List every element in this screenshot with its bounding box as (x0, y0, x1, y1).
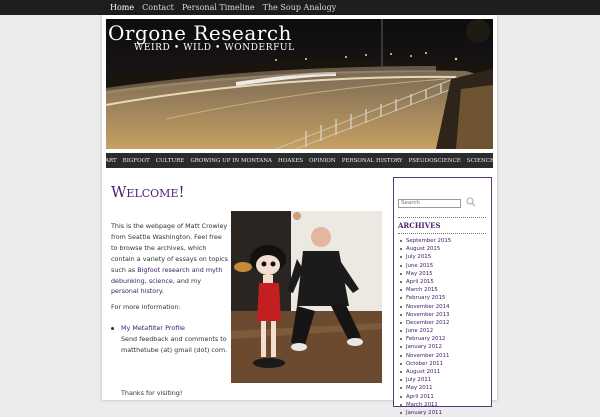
link-bigfoot-research[interactable]: Bigfoot research and myth debunking (111, 265, 223, 285)
archive-link[interactable]: November 2013 (398, 311, 486, 319)
archive-link[interactable]: April 2015 (398, 278, 486, 286)
category-personal-history[interactable]: PERSONAL HISTORY (341, 157, 403, 164)
header-banner[interactable] (106, 19, 493, 149)
archive-link[interactable]: July 2015 (398, 253, 486, 261)
archive-link[interactable]: August 2011 (398, 368, 486, 376)
archive-link[interactable]: July 2011 (398, 376, 486, 384)
category-science[interactable]: SCIENCE (466, 157, 495, 164)
archive-link[interactable]: October 2011 (398, 360, 486, 368)
archive-link[interactable]: June 2012 (398, 327, 486, 335)
page-title: Welcome! (111, 183, 185, 201)
bullet-icon (111, 327, 114, 330)
archive-link[interactable]: February 2012 (398, 335, 486, 343)
site-title[interactable]: Orgone Research (108, 21, 292, 45)
feedback-text: Send feedback and comments to matthetube (at) gmail (dot) com. (121, 334, 228, 354)
archive-link[interactable]: February 2015 (398, 294, 486, 302)
category-growing-up-in-montana[interactable]: GROWING UP IN MONTANA (190, 157, 273, 164)
intro-text: This is the webpage of Matt Crowley from Seattle Washington. Feel free to browse the archives, which contain a variety of essays on topics such as (111, 222, 228, 274)
archive-link[interactable]: March 2011 (398, 401, 486, 409)
top-nav-home[interactable]: Home (110, 3, 135, 12)
archive-link[interactable]: June 2015 (398, 262, 486, 270)
author-photo (231, 211, 382, 383)
photo-image (231, 211, 382, 383)
intro-separator: , and my (172, 276, 201, 285)
category-hoaxes[interactable]: HOAXES (278, 157, 304, 164)
archives-list (398, 237, 486, 417)
archive-link[interactable]: January 2012 (398, 343, 486, 351)
category-opinion[interactable]: OPINION (309, 157, 336, 164)
archive-link[interactable]: April 2011 (398, 393, 486, 401)
category-nav (106, 153, 493, 168)
intro-paragraph (111, 221, 229, 297)
top-nav (110, 0, 344, 15)
top-bar (0, 0, 600, 15)
site-tagline: WEIRD • WILD • WONDERFUL (134, 43, 295, 53)
category-culture[interactable]: CULTURE (155, 157, 185, 164)
top-nav-personal-timeline[interactable]: Personal Timeline (181, 3, 255, 12)
archive-link[interactable]: January 2011 (398, 409, 486, 417)
archive-link[interactable]: November 2011 (398, 352, 486, 360)
top-nav-soup-analogy[interactable]: The Soup Analogy (262, 3, 337, 12)
archives-heading: ARCHIVES (398, 221, 486, 234)
archive-link[interactable]: August 2015 (398, 245, 486, 253)
search-input[interactable] (398, 199, 461, 208)
category-art[interactable]: ART (104, 157, 117, 164)
intro-end: . (161, 287, 164, 296)
profile-list (121, 323, 231, 356)
link-personal-history[interactable]: personal history (111, 287, 162, 296)
metafilter-profile-link[interactable]: My Metafilter Profile (121, 324, 185, 332)
intro-separator: , (144, 276, 149, 285)
sidebar (393, 177, 492, 416)
archive-link[interactable]: May 2015 (398, 270, 486, 278)
archive-link[interactable]: November 2014 (398, 303, 486, 311)
thanks-text: Thanks for visiting! (121, 389, 183, 397)
archive-link[interactable]: March 2015 (398, 286, 486, 294)
archive-link[interactable]: September 2015 (398, 237, 486, 245)
page-container (102, 15, 497, 416)
more-info-label: For more information: (111, 303, 181, 311)
search-icon[interactable] (466, 197, 476, 207)
category-pseudoscience[interactable]: PSEUDOSCIENCE (408, 157, 461, 164)
archive-link[interactable]: May 2011 (398, 384, 486, 392)
category-bigfoot[interactable]: BIGFOOT (122, 157, 150, 164)
top-nav-contact[interactable]: Contact (142, 3, 174, 12)
archive-link[interactable]: December 2012 (398, 319, 486, 327)
link-science[interactable]: science (148, 276, 173, 285)
